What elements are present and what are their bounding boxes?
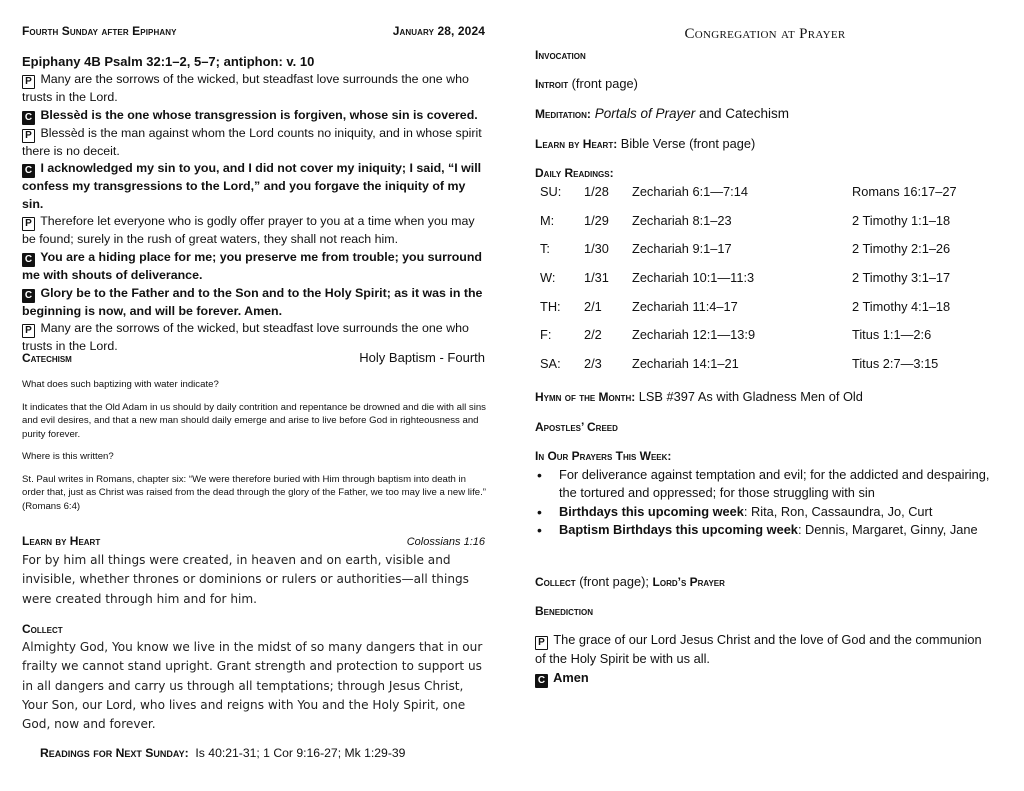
hymn-label: Hymn of the Month: — [535, 390, 636, 404]
benediction — [535, 603, 593, 618]
reading-day: M: — [540, 212, 555, 228]
hymn-of-the-month — [535, 389, 863, 404]
catechism-header — [22, 350, 485, 365]
pastor-mark-icon: P — [22, 324, 35, 338]
reading-day: F: — [540, 327, 552, 343]
psalm-verse — [22, 285, 487, 321]
catechism-answer: It indicates that the Old Adam in us should by daily contrition and repentance be drowned and die with all sins and evil desires, and that a new man should daily emerge and arise to live before God in righteousness and purity forever. — [22, 401, 486, 440]
collect-label: Collect — [535, 575, 576, 589]
page-header — [22, 24, 485, 38]
next-sunday-text: Is 40:21-31; 1 Cor 9:16-27; Mk 1:29-39 — [195, 746, 406, 760]
benediction-congregation — [535, 669, 990, 688]
collect-lords-prayer — [535, 574, 725, 589]
prayer-label: Baptism Birthdays this upcoming week — [559, 521, 798, 537]
psalm-verse — [22, 213, 487, 249]
verse-text: Blessèd is the man against whom the Lord counts no iniquity, and in whose spirit there is no deceit. — [22, 125, 482, 158]
congregation-mark-icon: C — [535, 674, 548, 688]
reading-ot: Zechariah 14:1–21 — [632, 356, 739, 372]
meditation-title: Portals of Prayer — [594, 106, 696, 121]
reading-date: 2/2 — [584, 327, 602, 343]
collect-text: Almighty God, You know we live in the midst of so many dangers that in our frailty we cannot stand upright. Grant strength and protection to support us in all dangers and carry us through all temptations; through Jesus Christ, Your Son, our Lord, who lives and reigns with You and the Holy Spirit, one God, now and forever. — [22, 640, 483, 732]
introit-note: (front page) — [571, 76, 638, 91]
congregation-mark-icon: C — [22, 164, 35, 178]
psalm-verse — [22, 249, 487, 285]
prayer-label: Birthdays this upcoming week — [559, 503, 744, 519]
reading-ot: Zechariah 9:1–17 — [632, 241, 732, 257]
meditation — [535, 106, 789, 121]
reading-nt: 2 Timothy 3:1–17 — [852, 270, 951, 286]
collect-title: Collect — [22, 622, 63, 636]
reading-day: SA: — [540, 356, 561, 372]
pastor-mark-icon: P — [22, 75, 35, 89]
introit — [535, 76, 638, 91]
reading-nt: 2 Timothy 2:1–26 — [852, 241, 951, 257]
meditation-label: Meditation: — [535, 107, 591, 121]
reading-nt: 2 Timothy 4:1–18 — [852, 298, 951, 314]
verse-text: Blessèd is the one whose transgression is forgiven, whose sin is covered. — [40, 107, 478, 122]
pastor-mark-icon: P — [22, 129, 35, 143]
lbh-text: Bible Verse (front page) — [620, 136, 756, 151]
catechism-title: Catechism — [22, 351, 72, 365]
next-sunday-label: Readings for Next Sunday — [40, 746, 185, 760]
learn-by-heart-reference: Colossians 1:16 — [406, 536, 485, 548]
pastor-mark-icon: P — [535, 636, 548, 650]
learn-by-heart-header — [22, 534, 485, 548]
lords-prayer-label: Lord’s Prayer — [652, 575, 725, 589]
learn-by-heart-text: For by him all things were created, in heaven and on earth, visible and invisible, whether thrones or dominions or rulers or authorities—all things were created through him and for him. — [22, 553, 469, 606]
learn-by-heart-item — [535, 136, 755, 151]
reading-nt: Titus 2:7—3:15 — [852, 356, 939, 372]
collect-note: (front page); — [579, 574, 649, 589]
reading-date: 1/31 — [584, 270, 609, 286]
benediction-pastor — [535, 631, 990, 669]
reading-nt: Romans 16:17–27 — [852, 184, 957, 199]
hymn-text: LSB #397 As with Gladness Men of Old — [638, 389, 863, 404]
congregation-title: Congregation at Prayer — [684, 26, 846, 42]
prayers-list — [537, 466, 992, 539]
verse-text: Many are the sorrows of the wicked, but steadfast love surrounds the one who trusts in the Lord. — [22, 72, 469, 104]
introit-label: Introit — [535, 77, 569, 91]
psalm-verse — [22, 71, 487, 107]
pastor-mark-icon: P — [22, 217, 35, 231]
congregation-mark-icon: C — [22, 289, 35, 303]
apostles-creed — [535, 419, 618, 434]
catechism-subtitle: Holy Baptism - Fourth — [359, 350, 485, 365]
prayer-item — [537, 466, 992, 503]
catechism-question: What does such baptizing with water indicate? — [22, 379, 219, 390]
psalm-verse — [22, 125, 487, 161]
reading-date: 1/30 — [584, 241, 609, 257]
creed-label: Apostles’ Creed — [535, 420, 618, 434]
prayer-item — [537, 521, 992, 539]
prayer-text: : Dennis, Margaret, Ginny, Jane — [797, 521, 978, 537]
meditation-rest: and Catechism — [699, 106, 790, 121]
lbh-label: Learn by Heart: — [535, 137, 618, 151]
daily-readings-label: Daily Readings: — [535, 166, 614, 180]
prayer-item — [537, 503, 992, 521]
prayer-text: For deliverance against temptation and evil; for the addicted and despairing, the tortured and oppressed; for those struggling with sin — [559, 467, 990, 501]
verse-text: Glory be to the Father and to the Son and to the Holy Spirit; as it was in the beginning is now, and will be forever. Amen. — [22, 285, 483, 318]
reading-day: SU: — [540, 184, 562, 199]
catechism-answer: St. Paul writes in Romans, chapter six: “We were therefore buried with Him through baptism into death in order that, just as Christ was raised from the dead through the glory of the Father, we too may live a new life.” (Romans 6:4) — [22, 473, 486, 512]
learn-by-heart-title: Learn by Heart — [22, 534, 101, 548]
catechism-question: Where is this written? — [22, 451, 114, 462]
psalm-verse — [22, 107, 487, 125]
verse-text: You are a hiding place for me; you preserve me from trouble; you surround me with shouts of deliverance. — [22, 249, 483, 282]
catechism-body — [22, 378, 487, 522]
reading-day: T: — [540, 241, 550, 257]
reading-ot: Zechariah 10:1—11:3 — [632, 270, 755, 286]
reading-date: 2/3 — [584, 356, 602, 372]
benediction-amen: Amen — [553, 669, 589, 685]
reading-date: 1/28 — [584, 184, 609, 199]
header-date: January 28, 2024 — [392, 24, 485, 38]
verse-text: Therefore let everyone who is godly offer prayer to you at a time when you may be found; surely in the rush of great waters, they shall not reach him. — [22, 214, 475, 247]
psalm-verse — [22, 160, 487, 213]
header-title: Fourth Sunday after Epiphany — [22, 24, 177, 38]
reading-day: W: — [540, 270, 556, 286]
reading-ot: Zechariah 11:4–17 — [632, 298, 738, 314]
congregation-mark-icon: C — [22, 253, 35, 267]
benediction-label: Benediction — [535, 604, 594, 618]
benediction-pastor-text: The grace of our Lord Jesus Christ and the love of God and the communion of the Holy Spirit be with us all. — [535, 632, 982, 666]
reading-nt: Titus 1:1—2:6 — [852, 327, 932, 343]
daily-readings-title — [535, 165, 614, 180]
reading-date: 1/29 — [584, 212, 609, 228]
benediction-text — [535, 631, 990, 688]
prayers-title — [535, 448, 671, 463]
invocation — [535, 47, 586, 62]
reading-nt: 2 Timothy 1:1–18 — [852, 212, 951, 228]
verse-text: I acknowledged my sin to you, and I did not cover my iniquity; I said, “I will confess my transgressions to the Lord,” and you forgave the iniquity of my sin. — [22, 161, 482, 211]
prayers-label: In Our Prayers This Week: — [535, 449, 672, 463]
next-sunday-readings: Readings for Next Sunday: Is 40:21-31; 1 Cor 9:16-27; Mk 1:29-39 — [40, 746, 406, 760]
congregation-mark-icon: C — [22, 111, 35, 125]
psalm-responsive-reading — [22, 71, 487, 356]
reading-ot: Zechariah 8:1–23 — [632, 212, 732, 228]
reading-day: TH: — [540, 298, 561, 314]
reading-date: 2/1 — [584, 298, 602, 314]
verse-text: Many are the sorrows of the wicked, but steadfast love surrounds the one who trusts in the Lord. — [22, 321, 469, 354]
invocation-label: Invocation — [535, 48, 586, 62]
prayer-text: : Rita, Ron, Cassaundra, Jo, Curt — [743, 503, 933, 519]
reading-ot: Zechariah 12:1—13:9 — [632, 327, 756, 343]
psalm-title: Epiphany 4B Psalm 32:1–2, 5–7; antiphon: v. 10 — [22, 54, 315, 69]
reading-ot: Zechariah 6:1—7:14 — [632, 184, 748, 199]
